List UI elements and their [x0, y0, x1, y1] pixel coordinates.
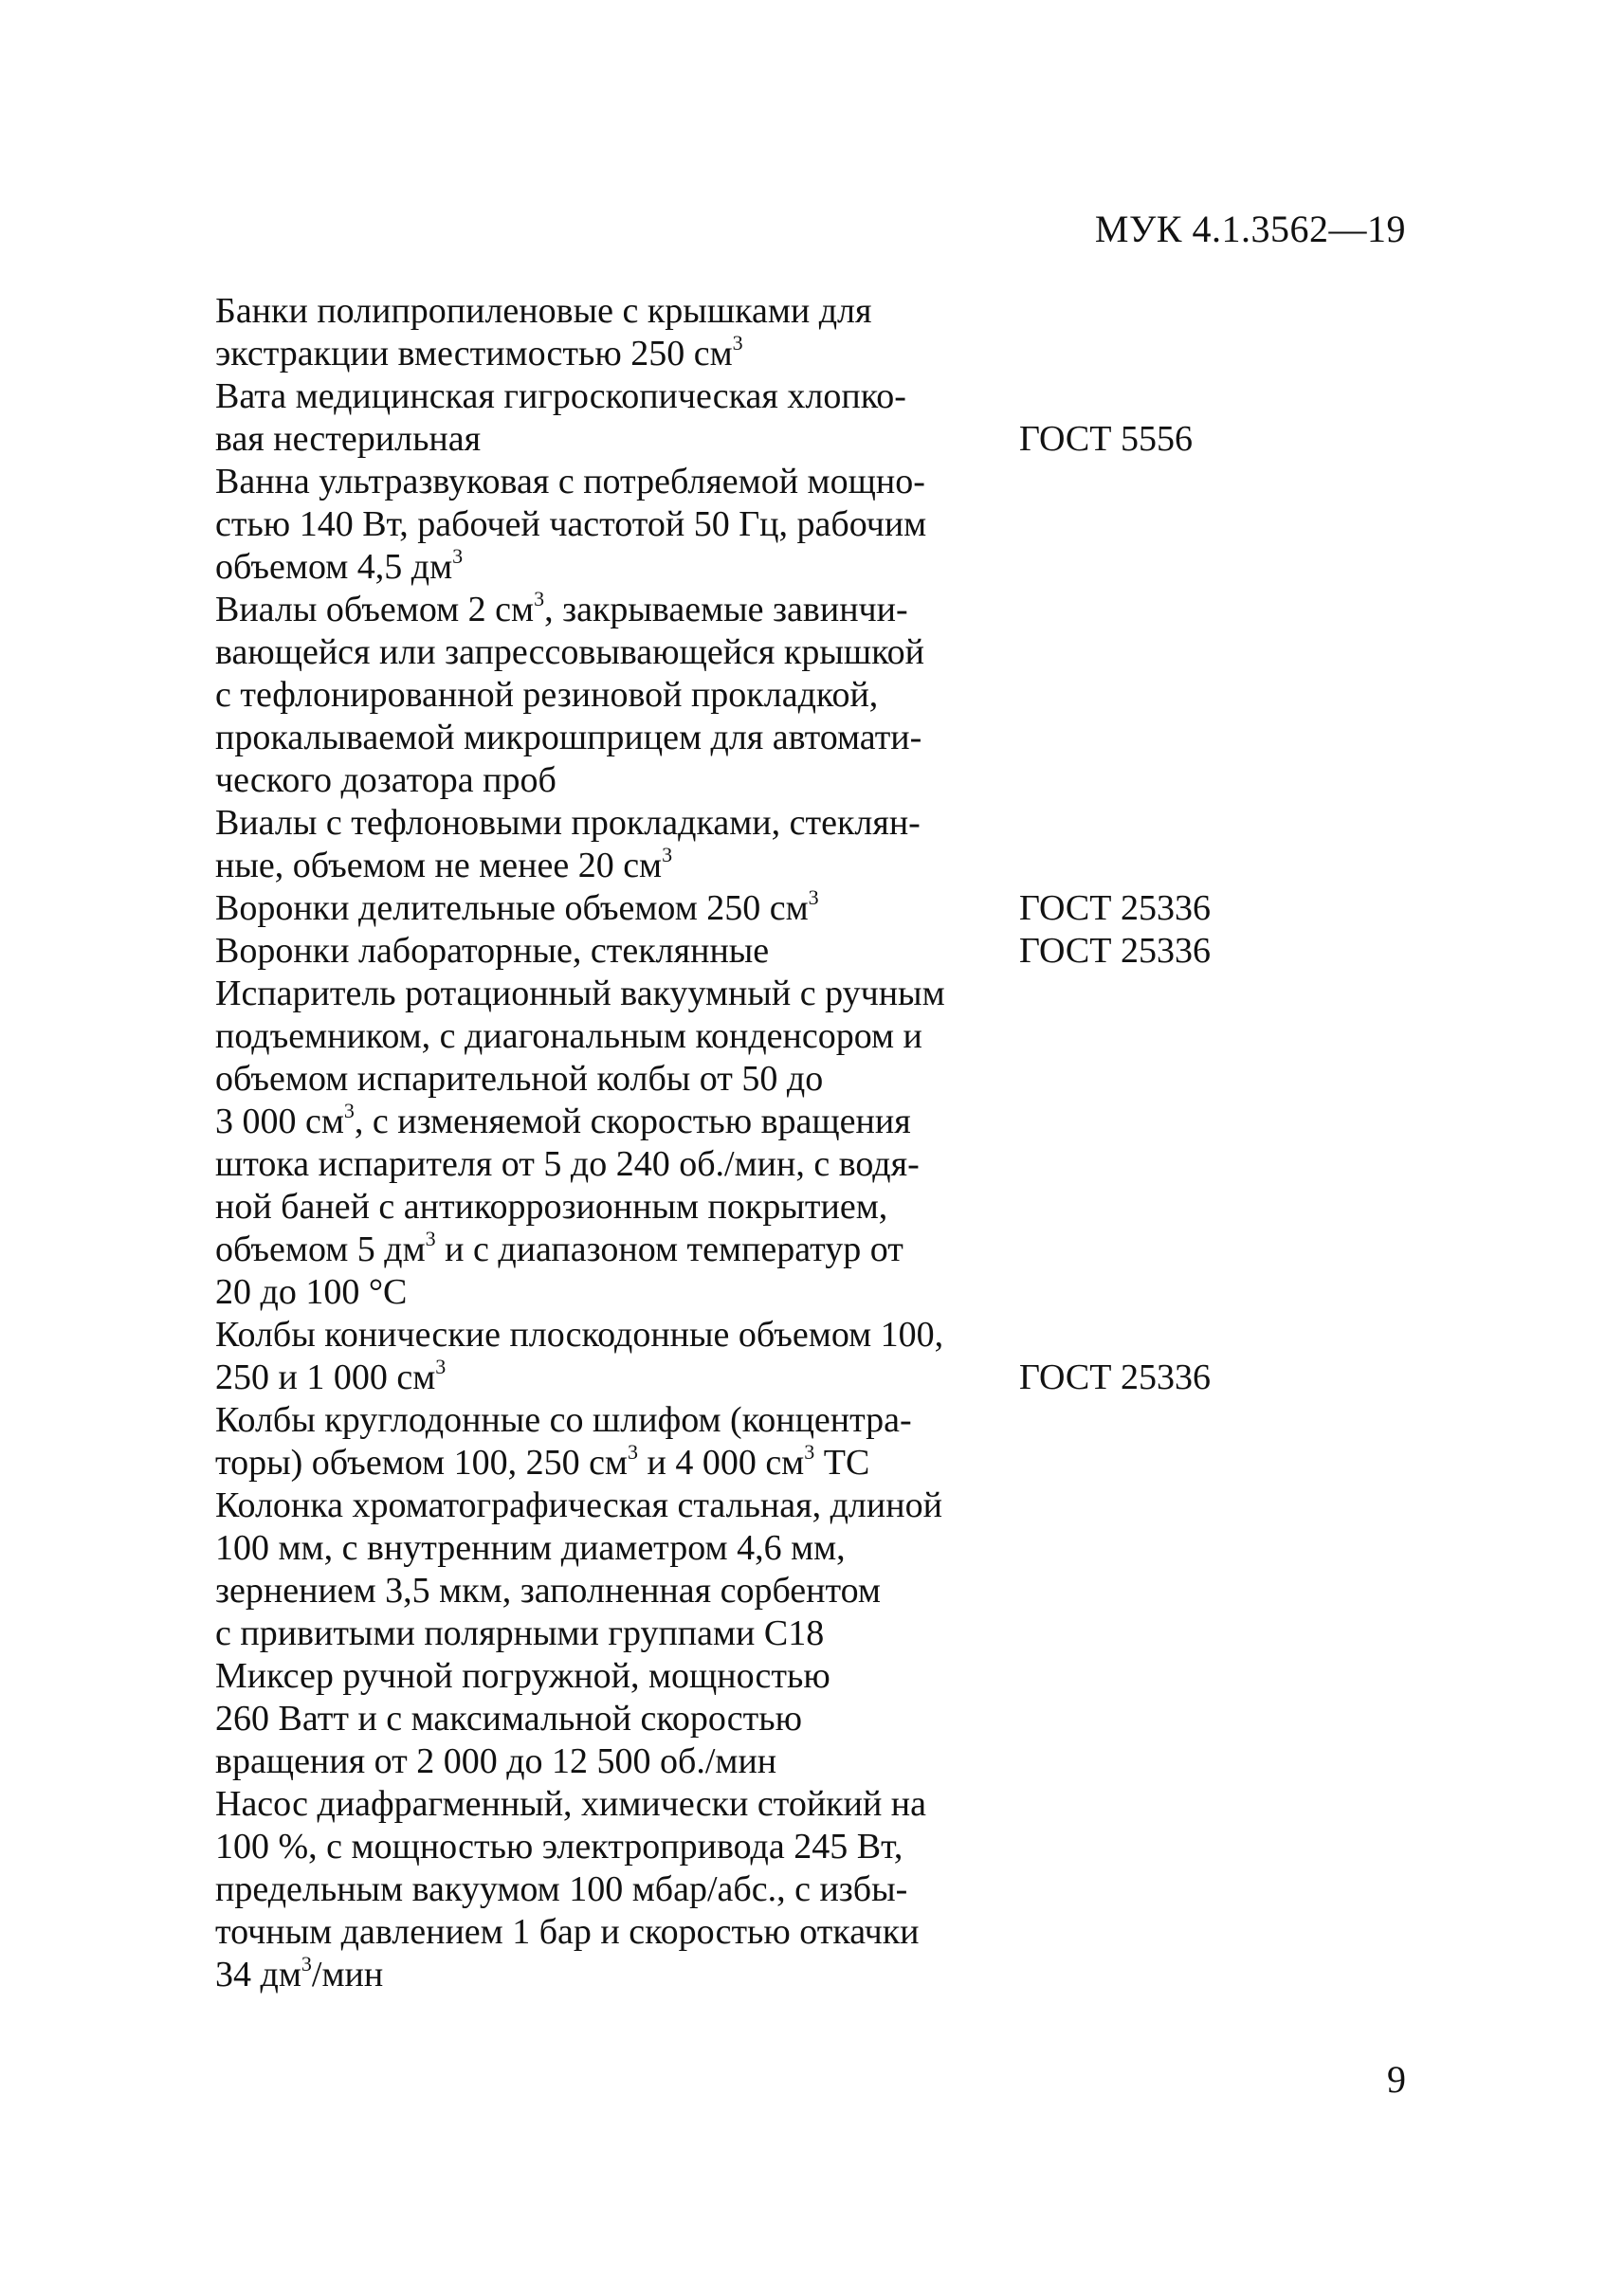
item-text: 260 Ватт и с максимальной скоростью [215, 1699, 803, 1739]
item-text: с привитыми полярными группами С18 [215, 1613, 825, 1653]
item-text: Банки полипропиленовые с крышками для [215, 291, 872, 331]
item-text: Колбы конические плоскодонные объемом 100, [215, 1315, 944, 1355]
item-text: ТС [814, 1443, 870, 1483]
list-item [215, 802, 1201, 887]
equipment-list [215, 290, 1211, 1996]
item-text: Колбы круглодонные со шлифом (концентра- [215, 1400, 912, 1440]
document-code-header: МУК 4.1.3562—19 [1094, 208, 1406, 250]
item-text: ной баней с антикоррозионным покрытием, [215, 1187, 888, 1227]
item-text: ческого дозатора проб [215, 760, 557, 800]
standard-reference: ГОСТ 25336 [1019, 888, 1211, 928]
superscript: 3 [343, 1099, 355, 1123]
item-text: подъемником, с диагональным конденсором и [215, 1016, 922, 1056]
item-text: , закрываемые завинчи- [544, 590, 908, 629]
list-item [215, 973, 1201, 1314]
page-number: 9 [1387, 2058, 1406, 2101]
item-text: вающейся или запрессовывающейся крышкой [215, 632, 924, 672]
list-item [215, 290, 1201, 375]
list-item [215, 589, 1201, 802]
item-text: объемом 5 дм [215, 1229, 426, 1269]
item-text: точным давлением 1 бар и скоростью откачки [215, 1912, 920, 1952]
item-text: объемом испарительной колбы от 50 до [215, 1059, 824, 1099]
item-text: Воронки делительные объемом 250 см [215, 888, 809, 928]
item-text: 100 %, с мощностью электропривода 245 Вт, [215, 1827, 903, 1867]
list-item [215, 375, 1201, 461]
item-text: 34 дм [215, 1955, 301, 1994]
list-item [215, 1783, 1201, 1996]
item-text: предельным вакуумом 100 мбар/абс., с избы- [215, 1869, 908, 1909]
item-text: стью 140 Вт, рабочей частотой 50 Гц, рабочим [215, 504, 927, 544]
item-text: , с изменяемой скоростью вращения [354, 1102, 911, 1141]
item-text: объемом 4,5 дм [215, 547, 453, 587]
standard-reference: ГОСТ 25336 [1019, 931, 1211, 971]
item-text: вая нестерильная [215, 419, 482, 459]
superscript: 3 [662, 843, 673, 867]
item-text: экстракции вместимостью 250 см [215, 334, 733, 373]
item-text: 250 и 1 000 см [215, 1357, 436, 1397]
item-text: ные, объемом не менее 20 см [215, 846, 663, 885]
list-item [215, 1655, 1201, 1783]
list-item [215, 1484, 1201, 1655]
superscript: 3 [534, 587, 545, 611]
item-text: Ванна ультразвуковая с потребляемой мощно- [215, 462, 925, 501]
superscript: 3 [732, 331, 743, 355]
item-text: торы) объемом 100, 250 см [215, 1443, 628, 1483]
list-item [215, 461, 1201, 589]
superscript: 3 [808, 885, 819, 910]
item-text: Воронки лабораторные, стеклянные [215, 931, 770, 971]
item-text: Испаритель ротационный вакуумный с ручным [215, 974, 945, 1013]
item-text: Миксер ручной погружной, мощностью [215, 1656, 830, 1696]
item-text: вращения от 2 000 до 12 500 об./мин [215, 1741, 777, 1781]
item-text: Виалы объемом 2 см [215, 590, 535, 629]
standard-reference: ГОСТ 5556 [1019, 419, 1193, 459]
superscript: 3 [301, 1952, 312, 1976]
item-text: Виалы с тефлоновыми прокладками, стеклян- [215, 803, 921, 843]
item-text: прокалываемой микрошприцем для автомати- [215, 718, 922, 757]
item-text: с тефлонированной резиновой прокладкой, [215, 675, 879, 715]
list-item [215, 1399, 1201, 1484]
item-text: 3 000 см [215, 1102, 344, 1141]
item-text: и с диапазоном температур от [435, 1229, 903, 1269]
item-text: Вата медицинская гигроскопическая хлопко- [215, 376, 906, 416]
item-text: Насос диафрагменный, химически стойкий на [215, 1784, 926, 1824]
list-item [215, 885, 1211, 930]
item-text: /мин [311, 1955, 384, 1994]
superscript: 3 [452, 544, 464, 569]
superscript: 3 [627, 1440, 638, 1465]
standard-reference: ГОСТ 25336 [1019, 1357, 1211, 1397]
item-text: 100 мм, с внутренним диаметром 4,6 мм, [215, 1528, 846, 1568]
item-text: Колонка хроматографическая стальная, длиной [215, 1485, 942, 1525]
item-text: зернением 3,5 мкм, заполненная сорбентом [215, 1571, 881, 1611]
item-text: штока испарителя от 5 до 240 об./мин, с водя- [215, 1144, 920, 1184]
superscript: 3 [425, 1227, 436, 1251]
list-item [215, 930, 1211, 973]
superscript: 3 [435, 1355, 447, 1379]
list-item [215, 1314, 1211, 1399]
superscript: 3 [804, 1440, 815, 1465]
item-text: и 4 000 см [637, 1443, 805, 1483]
item-text: 20 до 100 °С [215, 1272, 408, 1312]
